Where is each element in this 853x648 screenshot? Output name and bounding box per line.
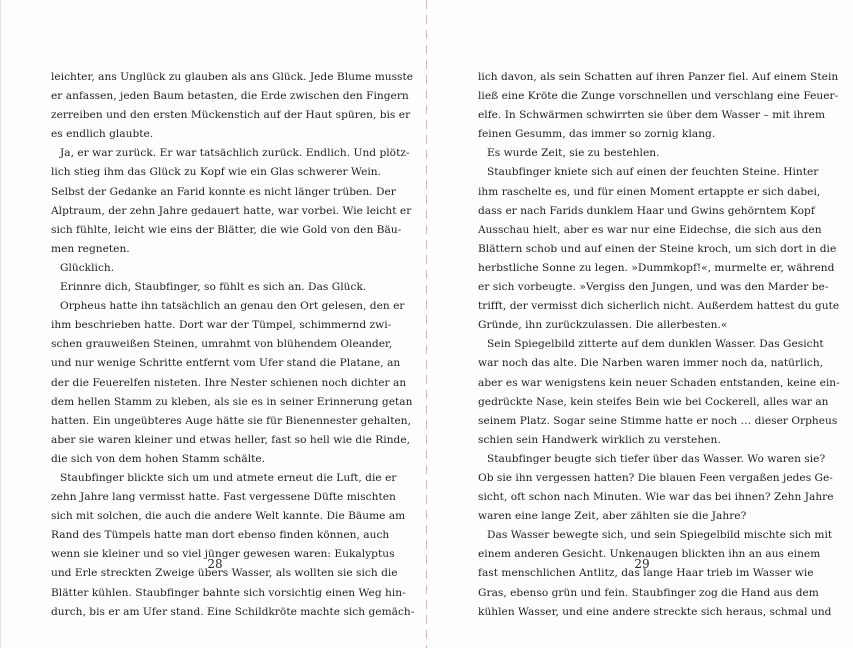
text-line: Ob sie ihn vergessen hatten? Die blauen Feen vergaßen jedes Ge- [478,471,833,484]
text-line: er anfassen, jeden Baum betasten, die Erde zwischen den Fingern [51,90,409,103]
right-page-number: 29 [634,557,650,571]
text-line: durch, bis er am Ufer stand. Eine Schildkröte machte sich gemäch- [51,605,415,618]
text-line: einem anderen Gesicht. Unkenaugen blickten ihn an aus einem [478,548,821,561]
text-line: sich fühlte, leicht wie eins der Blätter, die wie Gold von den Bäu- [51,223,402,236]
text-line: Gras, ebenso grün und fein. Staubfinger zog die Hand aus dem [478,586,819,599]
right-page [427,0,853,648]
text-line: men regneten. [51,242,130,255]
text-line: dass er nach Farids dunklem Haar und Gwins gehörntem Kopf [478,204,815,217]
text-line: Rand des Tümpels hatte man dort ebenso finden können, auch [51,529,390,542]
text-line: der die Feuerelfen nisteten. Ihre Nester schienen noch dichter an [51,376,407,389]
text-line: trifft, der vermisst dich sicherlich nicht. Außerdem hattest du gute [478,300,840,313]
text-line: ihm raschelte es, und für einen Moment ertappte er sich dabei, [478,185,821,198]
text-line: Alptraum, der zehn Jahre gedauert hatte, war vorbei. Wie leicht er [51,204,412,217]
text-line: gedrückte Nase, kein steifes Bein wie bei Cockerell, alles war an [478,395,829,408]
text-line: Staubfinger blickte sich um und atmete erneut die Luft, die er [60,471,397,484]
text-line: ließ eine Kröte die Zunge vorschnellen und verschlang eine Feuer- [478,90,839,103]
text-line: Selbst der Gedanke an Farid konnte es nicht länger trüben. Der [51,185,396,198]
text-line: ihm beschrieben hatte. Dort war der Tümpel, schimmernd zwi- [51,319,392,332]
text-line: herbstliche Sonne zu legen. »Dummkopf!«, murmelte er, während [478,261,835,274]
text-line: Blätter kühlen. Staubfinger bahnte sich vorsichtig einen Weg hin- [51,586,406,599]
text-line: Blättern schob und auf einen der Steine kroch, um sich dort in die [478,242,837,255]
left-page-text [51,68,415,622]
text-line: zerreiben und den ersten Mückenstich auf der Haut spüren, bis er [51,109,411,122]
text-line: aber sie waren kleiner und etwas heller, fast so hell wie die Rinde, [51,433,411,446]
text-line: Das Wasser bewegte sich, und sein Spiegelbild mischte sich mit [487,529,833,542]
left-page [0,0,426,648]
text-line: Es wurde Zeit, sie zu bestehlen. [487,147,660,160]
left-page-number: 28 [207,557,223,571]
text-line: er sich vorbeugte. »Vergiss den Jungen, und was den Marder be- [478,281,829,294]
text-line: seinem Platz. Sogar seine Stimme hatte er noch … dieser Orpheus [478,414,838,427]
text-line: und Erle streckten Zweige übers Wasser, als wollten sie sich die [51,567,398,580]
text-line: lich stieg ihm das Glück zu Kopf wie ein Glas schwerer Wein. [51,166,381,179]
text-line: die sich von dem hohen Stamm schälte. [51,452,266,465]
text-line: Glücklich. [60,261,115,274]
text-line: leichter, ans Unglück zu glauben als ans Glück. Jede Blume musste [51,71,414,83]
text-line: feinen Gesumm, das immer so zornig klang. [478,128,716,141]
text-line: lich davon, als sein Schatten auf ihren Panzer fiel. Auf einem Stein [478,71,839,83]
text-line: schien sein Handwerk wirklich zu verstehen. [478,433,721,446]
text-line: sich mit solchen, die auch die andere Welt kannte. Die Bäume am [51,510,406,523]
text-line: schen grauweißen Steinen, umrahmt von blühendem Oleander, [51,338,393,351]
text-line: waren eine lange Zeit, aber zählten sie die Jahre? [478,510,747,523]
text-line: elfe. In Schwärmen schwirrten sie über dem Wasser – mit ihrem [478,109,826,122]
text-line: Orpheus hatte ihn tatsächlich an genau den Ort gelesen, den er [60,300,405,313]
text-line: hatten. Ein ungeübteres Auge hätte sie für Bienennester gehalten, [51,414,412,427]
text-line: Erinnre dich, Staubfinger, so fühlt es sich an. Das Glück. [60,281,367,294]
text-line: kühlen Wasser, und eine andere streckte sich heraus, schmal und [478,605,832,618]
text-line: Ausschau hielt, aber es war nur eine Eidechse, die sich aus den [478,223,822,236]
text-line: aber es war wenigstens kein neuer Schaden entstanden, keine ein- [478,376,840,389]
text-line: zehn Jahre lang vermisst hatte. Fast vergessene Düfte mischten [51,491,396,504]
text-line: wenn sie kleiner und so viel jünger gewesen waren: Eukalyptus [51,548,395,561]
text-line: fast menschlichen Antlitz, das lange Haar trieb im Wasser wie [478,567,814,580]
text-line: war noch das alte. Die Narben waren immer noch da, natürlich, [478,357,824,370]
text-line: und nur wenige Schritte entfernt vom Ufer stand die Platane, an [51,357,401,370]
text-line: Gründe, ihn zurückzulassen. Die allerbesten.« [478,319,728,332]
text-line: Ja, er war zurück. Er war tatsächlich zurück. Endlich. Und plötz- [60,147,410,160]
text-line: Staubfinger kniete sich auf einen der feuchten Steine. Hinter [487,166,819,179]
text-line: dem hellen Stamm zu kleben, als sie es in seiner Erinnerung getan [51,395,413,408]
text-line: Sein Spiegelbild zitterte auf dem dunklen Wasser. Das Gesicht [487,338,824,351]
text-line: es endlich glaubte. [51,128,154,141]
left-page-edge [0,0,1,648]
right-page-text [478,68,840,622]
text-line: sicht, oft schon nach Minuten. Wie war das bei ihnen? Zehn Jahre [478,491,834,504]
text-line: Staubfinger beugte sich tiefer über das Wasser. Wo waren sie? [487,452,826,465]
